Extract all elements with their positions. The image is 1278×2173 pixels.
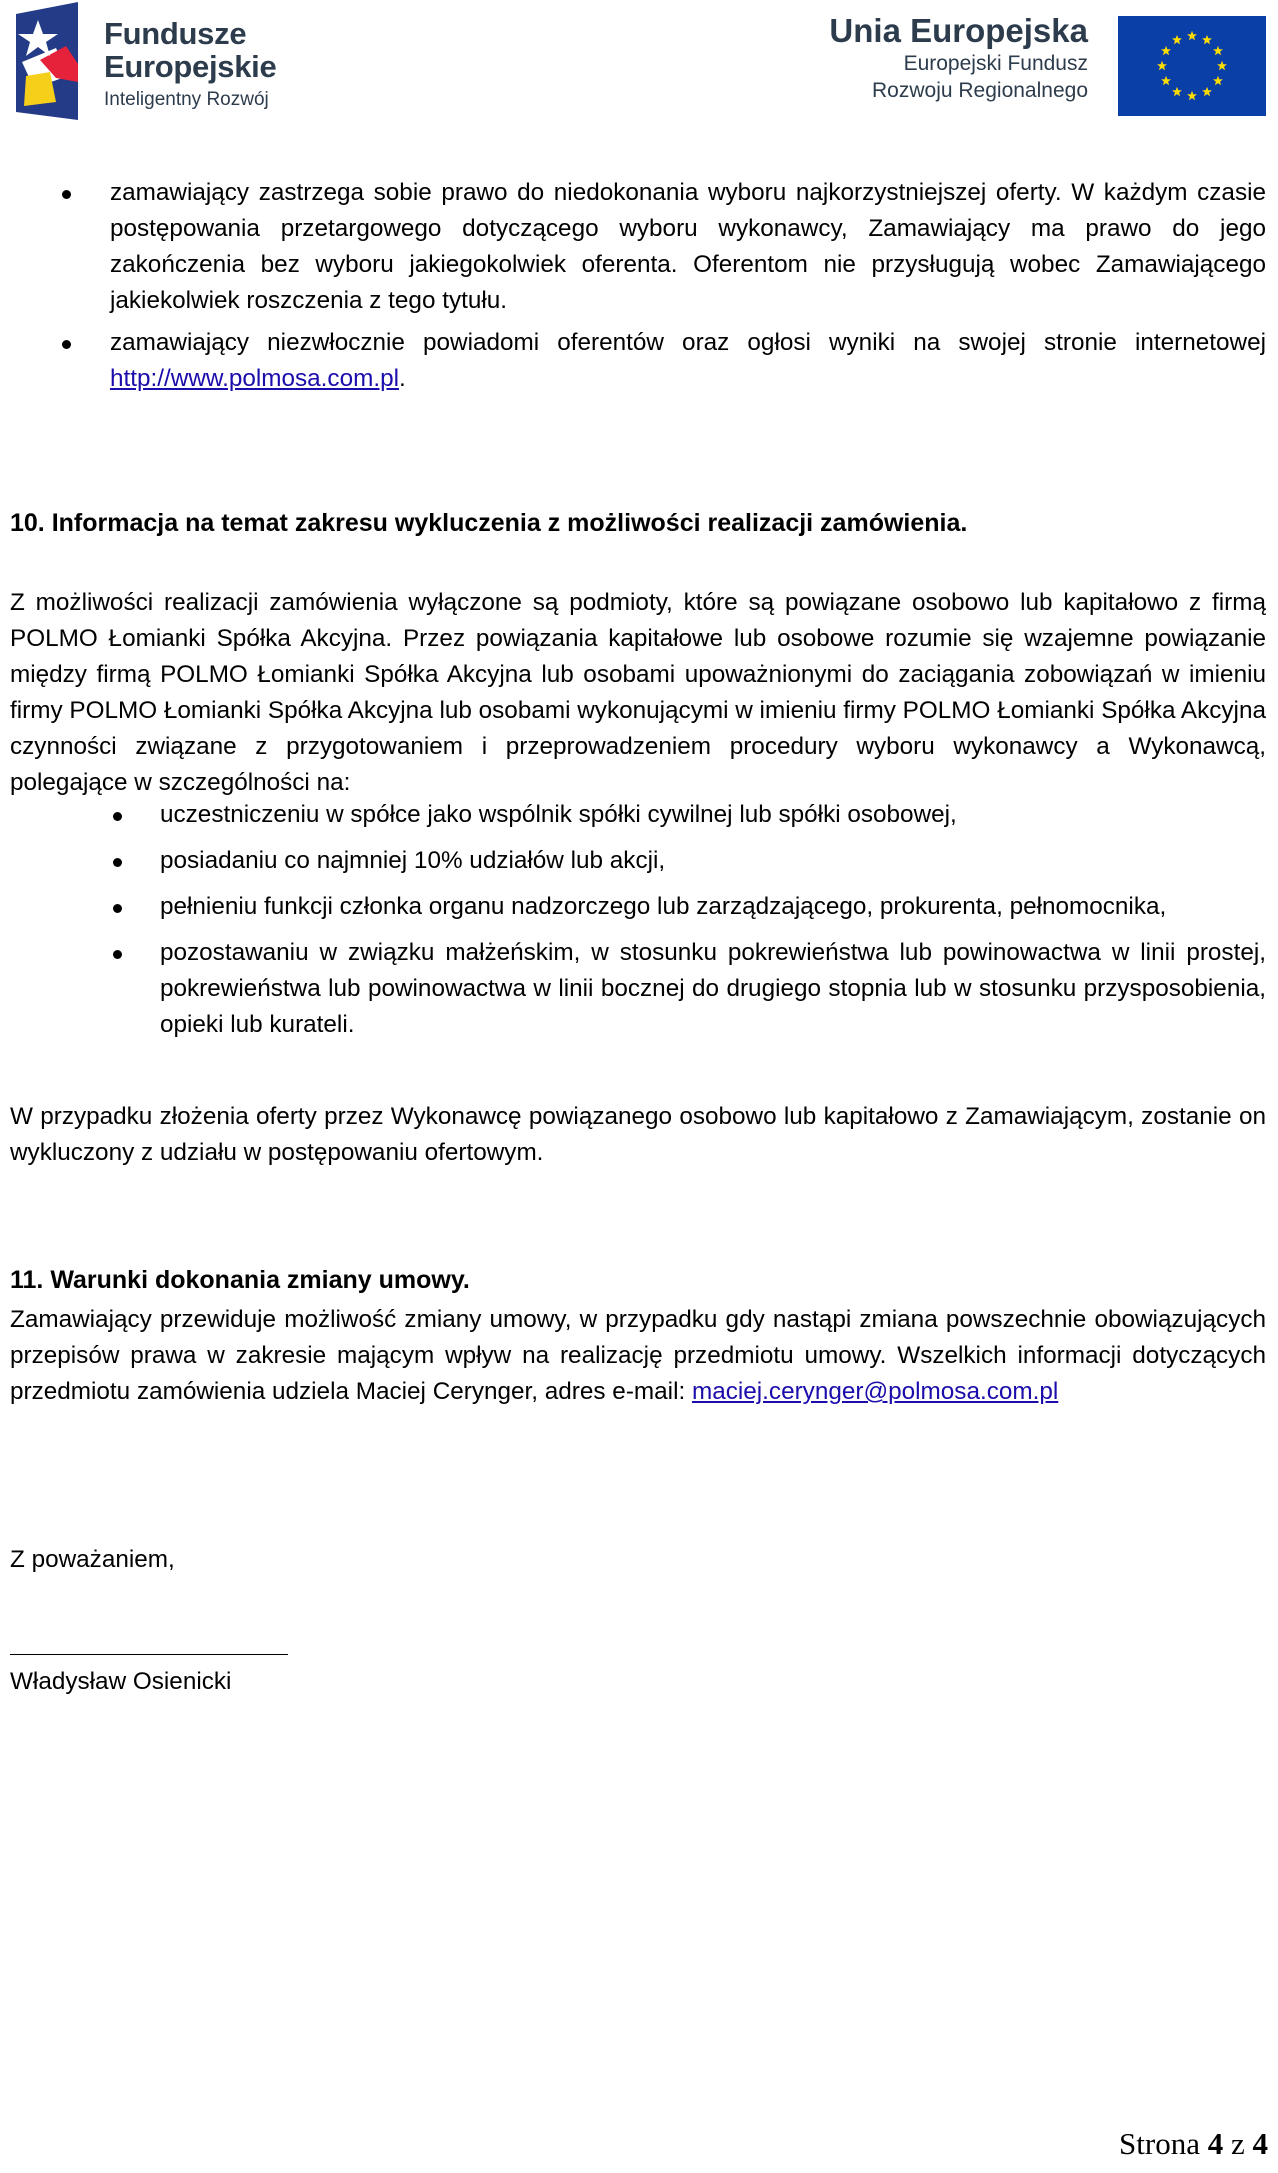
list-item-text: posiadaniu co najmniej 10% udziałów lub akcji, — [160, 847, 666, 874]
list-item-text: zamawiający zastrzega sobie prawo do niedokonania wyboru najkorzystniejszej oferty. W każdym czasie postępowania przetargowego dotyczącego wyboru wykonawcy, Zamawiający ma prawo do jego zakończenia bez wyboru jakiegokolwiek oferenta. Oferentom nie przysługują wobec Zamawiającego jakiekolwiek roszczenia z tego tytułu. — [110, 179, 1266, 314]
list-item — [10, 843, 1266, 879]
section-10-heading: 10. Informacja na temat zakresu wykluczenia z możliwości realizacji zamówienia. — [10, 509, 968, 537]
list-item-text: uczestniczeniu w spółce jako wspólnik spółki cywilnej lub spółki osobowej, — [160, 801, 957, 828]
list-item — [10, 889, 1266, 925]
greeting: Z poważaniem, — [10, 1546, 175, 1573]
website-link[interactable]: http://www.polmosa.com.pl — [110, 365, 399, 392]
list-item-text: zamawiający niezwłocznie powiadomi oferentów oraz ogłosi wyniki na swojej stronie internetowej — [110, 329, 1266, 356]
bullet-icon — [113, 950, 122, 959]
bullet-icon — [62, 340, 71, 349]
fe-logo-text — [104, 18, 276, 109]
email-link[interactable]: maciej.cerynger@polmosa.com.pl — [691, 1378, 1059, 1405]
page-number-total: 4 — [1252, 2126, 1268, 2161]
section-11-text: Zamawiający przewiduje możliwość zmiany umowy, w przypadku gdy nastąpi zmiana powszechnie obowiązujących przepisów prawa w zakresie mającym wpływ na realizację przedmiotu umowy. Wszelkich informacji dotyczących przedmiotu zamówienia udziela Maciej Cerynger, adres e-mail: — [10, 1306, 1266, 1405]
list-item-text: pozostawaniu w związku małżeńskim, w stosunku pokrewieństwa lub powinowactwa w linii prostej, pokrewieństwa lub powinowactwa w linii bocznej do drugiego stopnia lub w stosunku przysposobienia, opieki lub kurateli. — [160, 939, 1266, 1038]
page-number — [1119, 2124, 1268, 2164]
relations-bullet-list — [10, 797, 1266, 1043]
fe-emblem — [16, 2, 78, 120]
list-item — [0, 175, 1266, 319]
signatory-name: Władysław Osienicki — [10, 1668, 232, 1695]
eu-flag-icon — [1118, 16, 1266, 116]
page-header — [0, 0, 1278, 125]
bullet-icon — [113, 858, 122, 867]
list-item — [10, 935, 1266, 1043]
list-item-text: pełnieniu funkcji członka organu nadzorczego lub zarządzającego, prokurenta, pełnomocnika, — [160, 893, 1167, 920]
bullet-icon — [62, 190, 71, 199]
fe-logo-line1: Fundusze — [104, 16, 247, 51]
top-bullet-list — [0, 175, 1266, 397]
page-number-sep: z — [1230, 2126, 1245, 2161]
section-11-paragraph — [10, 1302, 1266, 1410]
list-item-text-end: . — [398, 365, 406, 392]
section-11-heading: 11. Warunki dokonania zmiany umowy. — [10, 1266, 470, 1294]
list-item — [0, 325, 1266, 397]
ue-logo-text — [829, 14, 1088, 101]
signature-line — [10, 1654, 288, 1655]
section-10-closing: W przypadku złożenia oferty przez Wykonawcę powiązanego osobowo lub kapitałowo z Zamawiającym, zostanie on wykluczony z udziału w postępowaniu ofertowym. — [10, 1103, 1266, 1166]
fe-logo-line3: Inteligentny Rozwój — [104, 89, 269, 110]
list-item — [10, 797, 1266, 833]
bullet-icon — [113, 812, 122, 821]
ue-logo-line3: Rozwoju Regionalnego — [872, 79, 1088, 102]
ue-logo-line2: Europejski Fundusz — [903, 52, 1088, 75]
page-number-current: 4 — [1207, 2126, 1224, 2161]
bullet-icon — [113, 904, 122, 913]
fe-logo-line2: Europejskie — [104, 49, 277, 84]
ue-logo-line1: Unia Europejska — [829, 12, 1088, 49]
page-number-prefix: Strona — [1119, 2126, 1200, 2161]
section-10-paragraph: Z możliwości realizacji zamówienia wyłączone są podmioty, które są powiązane osobowo lub kapitałowo z firmą POLMO Łomianki Spółka Akcyjna. Przez powiązania kapitałowe lub osobowe rozumie się wzajemne powiązanie między firmą POLMO Łomianki Spółka Akcyjna lub osobami upoważnionymi do zaciągania zobowiązań w imieniu firmy POLMO Łomianki Spółka Akcyjna lub osobami wykonującymi w imieniu firmy POLMO Łomianki Spółka Akcyjna czynności związane z przygotowaniem i przeprowadzeniem procedury wyboru wykonawcy a Wykonawcą, polegające w szczególności na: — [10, 589, 1266, 796]
